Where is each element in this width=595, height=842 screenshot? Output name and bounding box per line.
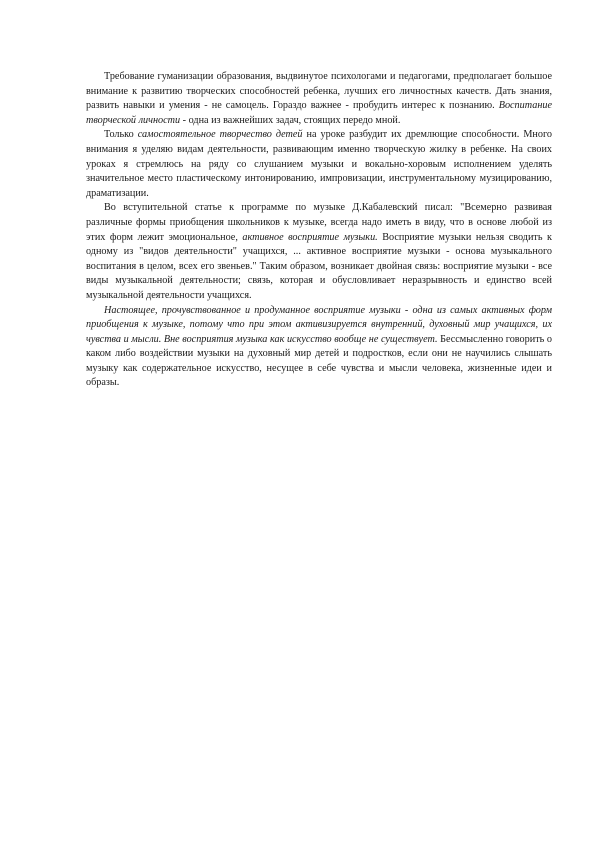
- document-body: [86, 70, 552, 391]
- paragraph: [86, 304, 552, 392]
- paragraph-text: Восприятие музыки нельзя сводить к одному из "видов деятельности" учащихся, ... активное восприятие музыки - основа музыкального воспитания в целом, всех его звеньев." Таким образом, возникает двойная связь: восприятие музыки - все виды музыкальной деятельности; связь, которая и обусловливает неразрывность и единство всей музыкальной деятельности учащихся.: [86, 231, 552, 301]
- paragraph-text: Во вступительной статье к программе по музыке Д.Кабалевский писал: "Всемерно развивая различные формы приобщения школьников к музыке, всегда надо иметь в виду, что в основе любой из этих форм лежит эмоциональное,: [86, 202, 552, 243]
- paragraph-text: Бессмысленно говорить о каком либо воздействии музыки на духовный мир детей и подростков, если они не научились слышать музыку как содержательное искусство, несущее в себе чувства и мысли человека, жизненные идеи и образы.: [86, 333, 552, 389]
- emphasized-text: самостоятельное творчество детей: [137, 129, 303, 141]
- paragraph-text: на уроке разбудит их дремлющие способности. Много внимания я уделяю видам деятельности, развивающим именно творческую жилку в ребенке. На своих уроках я стремлюсь на ряду со слушанием музыки и вокально-хоровым исполнением уделять значительное место пластическому интонированию, импровизации, инструментальному музицированию, драматизации.: [86, 129, 552, 199]
- paragraph-text: Только: [104, 129, 138, 141]
- paragraph: [86, 128, 552, 201]
- emphasized-text: Воспитание творческой личности: [86, 100, 552, 126]
- paragraph-text: - одна из важнейших задач, стоящих передо мной.: [180, 114, 401, 126]
- paragraph: [86, 70, 552, 128]
- paragraph-text: Требование гуманизации образования, выдвинутое психологами и педагогами, предполагает большое внимание к развитию творческих способностей ребенка, лучших его личностных качеств. Дать знания, развить навыки и умения - не самоцель. Гораздо важнее - пробудить интерес к познанию.: [86, 71, 552, 112]
- emphasized-text: активное восприятие музыки.: [242, 231, 378, 243]
- paragraph: [86, 201, 552, 303]
- emphasized-text: Настоящее, прочувствованное и продуманное восприятие музыки - одна из самых активных форм приобщения к музыке, потому что при этом активизируется внутренний, духовный мир учащихся, их чувства и мысли. Вне восприятия музыка как искусство вообще не существует.: [86, 304, 552, 345]
